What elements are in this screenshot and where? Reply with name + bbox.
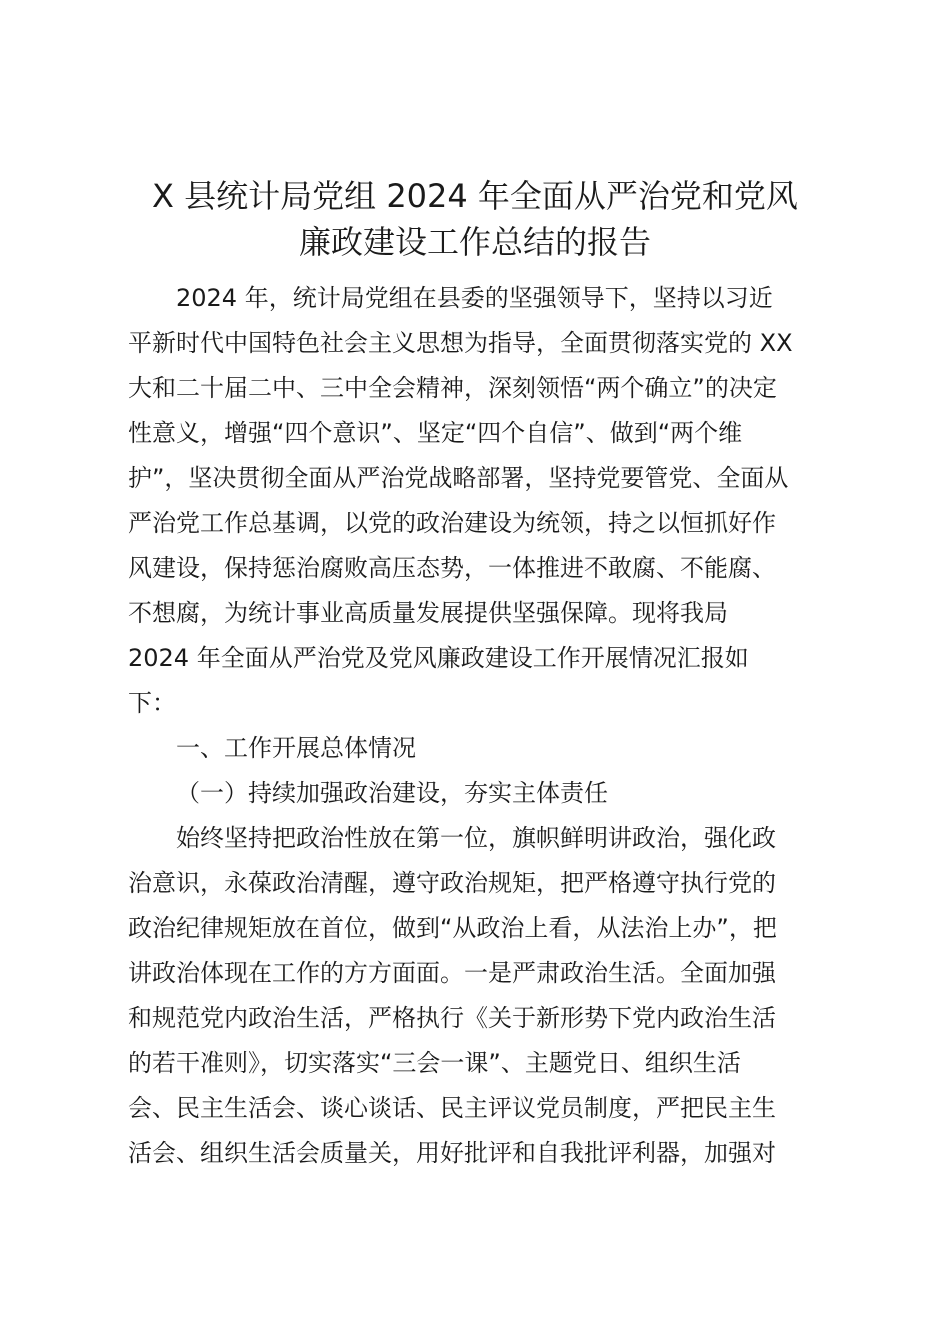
body-paragraph-line: 始终坚持把政治性放在第一位，旗帜鲜明讲政治，强化政 [176,824,776,852]
section-heading: 一、工作开展总体情况 [176,734,416,762]
body-paragraph-line: 的若干准则》，切实落实“三会一课”、主题党日、组织生活 [128,1049,741,1077]
body-paragraph-line: 和规范党内政治生活，严格执行《关于新形势下党内政治生活 [128,1004,776,1032]
body-paragraph-line: 活会、组织生活会质量关，用好批评和自我批评利器，加强对 [128,1139,776,1167]
body-paragraph-line: 会、民主生活会、谈心谈话、民主评议党员制度，严把民主生 [128,1094,776,1122]
intro-paragraph-line: 2024 年，统计局党组在县委的坚强领导下，坚持以习近 [176,284,773,312]
subsection-heading: （一）持续加强政治建设，夯实主体责任 [176,779,608,807]
intro-paragraph-line: 大和二十届二中、三中全会精神，深刻领悟“两个确立”的决定 [128,374,777,402]
intro-paragraph-line: 护”，坚决贯彻全面从严治党战略部署，坚持党要管党、全面从 [128,464,789,492]
intro-paragraph-line: 风建设，保持惩治腐败高压态势，一体推进不敢腐、不能腐、 [128,554,776,582]
intro-paragraph-line: 性意义，增强“四个意识”、坚定“四个自信”、做到“两个维 [128,419,743,447]
intro-paragraph-line: 下： [128,689,176,717]
body-paragraph-line: 讲政治体现在工作的方方面面。一是严肃政治生活。全面加强 [128,959,776,987]
body-paragraph-line: 政治纪律规矩放在首位，做到“从政治上看，从法治上办”，把 [128,914,777,942]
intro-paragraph-line: 平新时代中国特色社会主义思想为指导，全面贯彻落实党的 XX [128,329,793,357]
document-title-line-1: X 县统计局党组 2024 年全面从严治党和党风 [152,177,798,215]
intro-paragraph-line: 严治党工作总基调，以党的政治建设为统领，持之以恒抓好作 [128,509,776,537]
intro-paragraph-line: 2024 年全面从严治党及党风廉政建设工作开展情况汇报如 [128,644,749,672]
intro-paragraph-line: 不想腐，为统计事业高质量发展提供坚强保障。现将我局 [128,599,728,627]
body-paragraph-line: 治意识，永葆政治清醒，遵守政治规矩，把严格遵守执行党的 [128,869,776,897]
document-title-line-2: 廉政建设工作总结的报告 [298,223,651,261]
